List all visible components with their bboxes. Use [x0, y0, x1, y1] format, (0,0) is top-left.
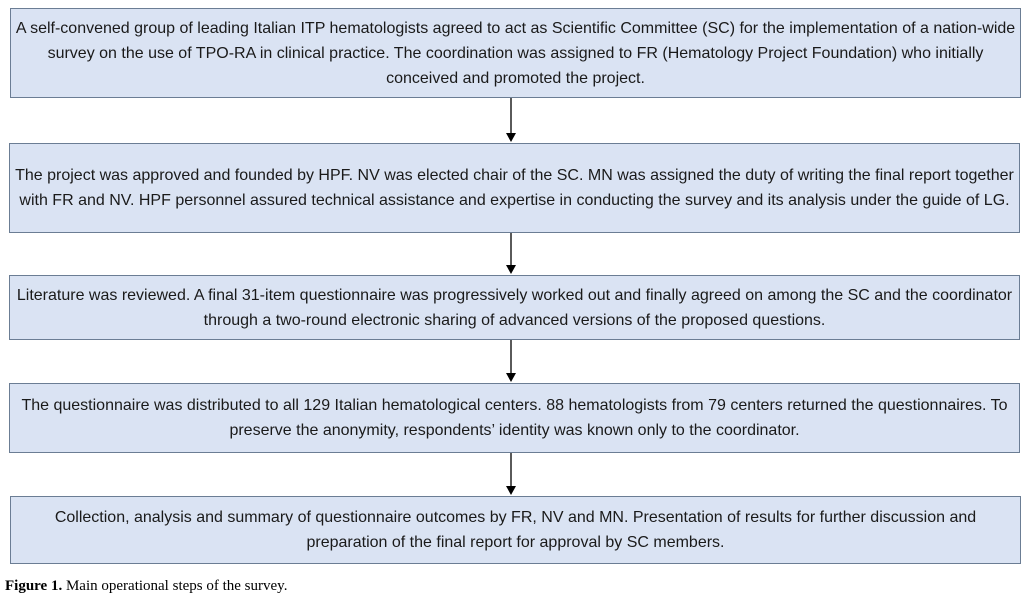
step-1-box	[10, 8, 1021, 98]
arrow-down-icon	[505, 340, 517, 383]
step-5-text: Collection, analysis and summary of questionnaire outcomes by FR, NV and MN. Presentation of results for further discussion and preparation of the final report for approval by SC members.	[54, 509, 977, 551]
arrow-down-icon	[505, 98, 517, 143]
figure-caption-text: Main operational steps of the survey.	[62, 578, 288, 594]
step-2-text: The project was approved and founded by HPF. NV was elected chair of the SC. MN was assigned the duty of writing the final report together with FR and NV. HPF personnel assured technical assistance and expertise in conducting the survey and its analysis under the guide of LG.	[15, 167, 1014, 209]
figure-caption-label: Figure 1.	[5, 578, 63, 594]
step-3-text: Literature was reviewed. A final 31-item questionnaire was progressively worked out and finally agreed on among the SC and the coordinator through a two-round electronic sharing of advanced versions of the proposed questions.	[16, 286, 1013, 329]
step-4-text: The questionnaire was distributed to all 129 Italian hematological centers. 88 hematologists from 79 centers returned the questionnaires. To preserve the anonymity, respondents’ identity was known only to the coordinator.	[21, 397, 1008, 439]
arrow-down-icon	[505, 233, 517, 275]
step-1-text: A self-convened group of leading Italian ITP hematologists agreed to act as Scientific Committee (SC) for the implementation of a nation-wide survey on the use of TPO-RA in clinical practice. The coordination was assigned to FR (Hematology Project Foundation) who initially conceived and promoted the project.	[15, 19, 1016, 87]
step-2-box	[9, 143, 1020, 233]
step-5-box	[10, 496, 1021, 564]
step-4-box	[9, 383, 1020, 453]
arrow-down-icon	[505, 453, 517, 496]
figure-caption	[5, 578, 287, 595]
step-3-box	[9, 275, 1020, 340]
